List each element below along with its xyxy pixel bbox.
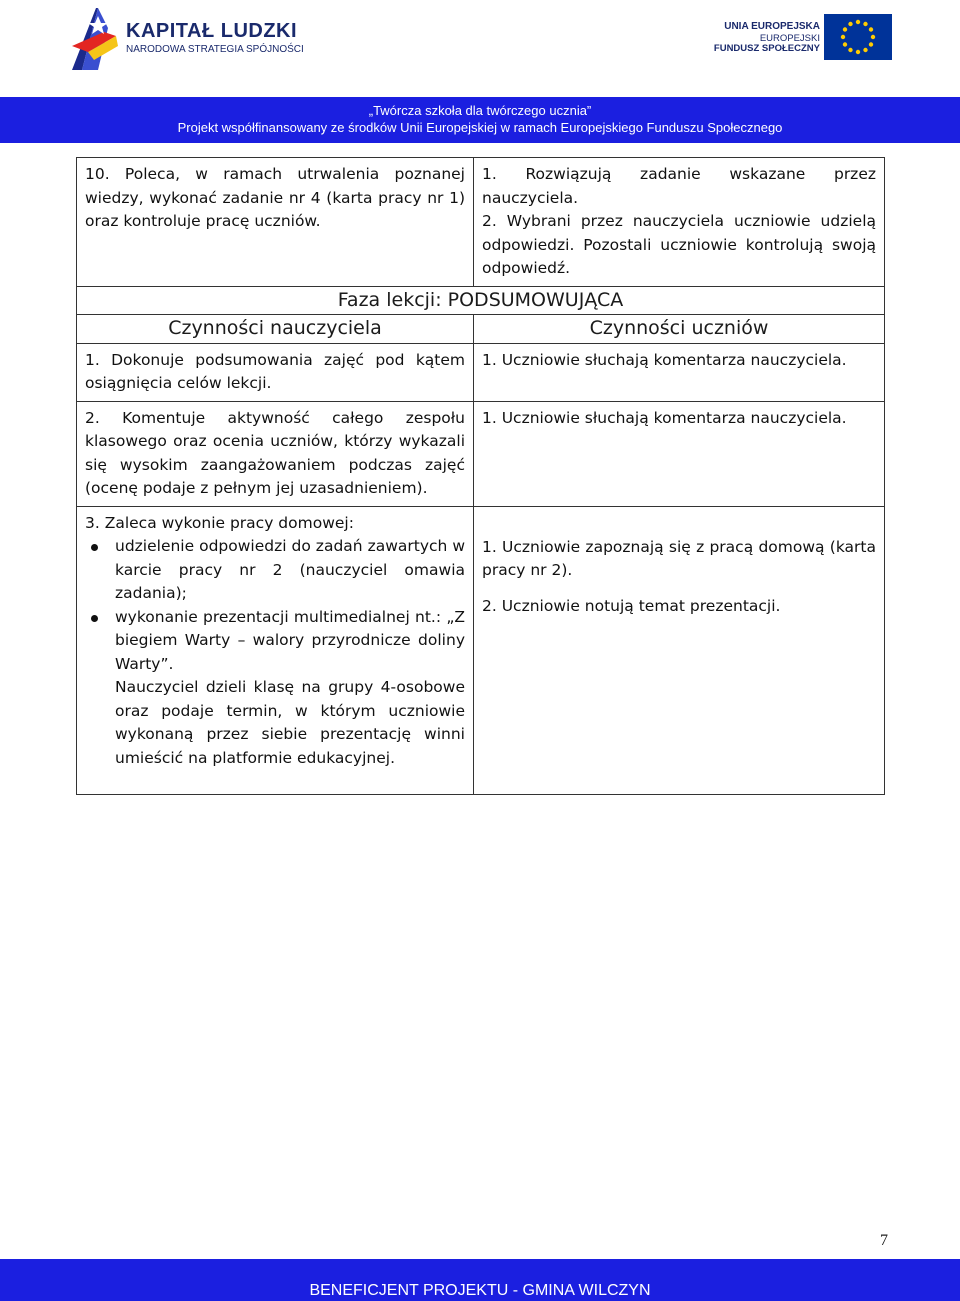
table-row [77, 343, 885, 401]
phase-row [77, 286, 885, 315]
students-column-header: Czynności uczniów [474, 315, 885, 344]
student-activity-cell [474, 158, 885, 287]
table-row [77, 506, 885, 795]
student-activity-cell [474, 506, 885, 795]
eu-logo-line1: UNIA EUROPEJSKA [724, 21, 820, 32]
student-activity-item: 2. Wybrani przez nauczyciela uczniowie udzielą odpowiedzi. Pozostali uczniowie kontrolują swoją odpowiedź. [482, 212, 876, 277]
header-row [77, 315, 885, 344]
teacher-activity-cell: 2. Komentuje aktywność całego zespołu klasowego oraz ocenia uczniów, którzy wykazali się wysokim zaangażowaniem podczas zajęć (ocenę podaje z pełnym jej uzasadnieniem). [77, 401, 474, 506]
table-row [77, 401, 885, 506]
student-activity-item: 2. Uczniowie notują temat prezentacji. [482, 596, 781, 615]
footer-beneficiary: BENEFICJENT PROJEKTU - GMINA WILCZYN [0, 1259, 960, 1301]
homework-list [85, 535, 465, 770]
teacher-activity-cell: 1. Dokonuje podsumowania zajęć pod kątem osiągnięcia celów lekcji. [77, 343, 474, 401]
kapital-ludzki-subtitle: NARODOWA STRATEGIA SPÓJNOŚCI [126, 44, 304, 55]
kapital-ludzki-title: KAPITAŁ LUDZKI [126, 20, 298, 42]
student-activity-cell: 1. Uczniowie słuchają komentarza nauczyciela. [474, 343, 885, 401]
eu-flag-icon [824, 14, 892, 60]
list-item [85, 606, 465, 771]
eu-logo-line2: EUROPEJSKI [759, 33, 820, 44]
homework-item-text: wykonanie prezentacji multimedialnej nt.: „Z biegiem Warty – walory przyrodnicze doliny Warty”. [115, 607, 465, 673]
bullet-icon [91, 544, 98, 551]
lesson-plan-table [76, 157, 885, 795]
bullet-icon [91, 615, 98, 622]
student-activity-cell: 1. Uczniowie słuchają komentarza nauczyciela. [474, 401, 885, 506]
teacher-column-header: Czynności nauczyciela [77, 315, 474, 344]
student-activity-item: 1. Uczniowie zapoznają się z pracą domową (karta pracy nr 2). [482, 537, 876, 579]
homework-intro: 3. Zaleca wykonie pracy domowej: [85, 513, 354, 532]
teacher-activity-cell [77, 506, 474, 795]
phase-title: Faza lekcji: PODSUMOWUJĄCA [77, 286, 885, 315]
teacher-activity-cell: 10. Poleca, w ramach utrwalenia poznanej wiedzy, wykonać zadanie nr 4 (karta pracy nr 1) oraz kontroluje pracę uczniów. [77, 158, 474, 287]
table-row [77, 158, 885, 287]
kapital-ludzki-emblem-icon [68, 6, 124, 72]
list-item [85, 535, 465, 606]
student-activity-item: 1. Rozwiązują zadanie wskazane przez nauczyciela. [482, 165, 876, 207]
kapital-ludzki-logo [68, 6, 304, 72]
homework-note: Nauczyciel dzieli klasę na grupy 4-osobowe oraz podaje termin, w którym uczniowie wykonaną przez siebie prezentację winni umieścić na platformie edukacyjnej. [115, 678, 465, 767]
page-number: 7 [880, 1232, 888, 1249]
eu-logo [713, 12, 892, 62]
project-banner [0, 97, 960, 143]
banner-cofinancing-note: Projekt współfinansowany ze środków Unii Europejskiej w ramach Europejskiego Funduszu Społecznego [177, 120, 783, 135]
homework-item-text: udzielenie odpowiedzi do zadań zawartych w karcie pracy nr 2 (nauczyciel omawia zadania); [115, 537, 465, 602]
banner-project-title: „Twórcza szkoła dla twórczego ucznia” [368, 103, 592, 118]
eu-logo-line3: FUNDUSZ SPOŁECZNY [713, 43, 820, 54]
